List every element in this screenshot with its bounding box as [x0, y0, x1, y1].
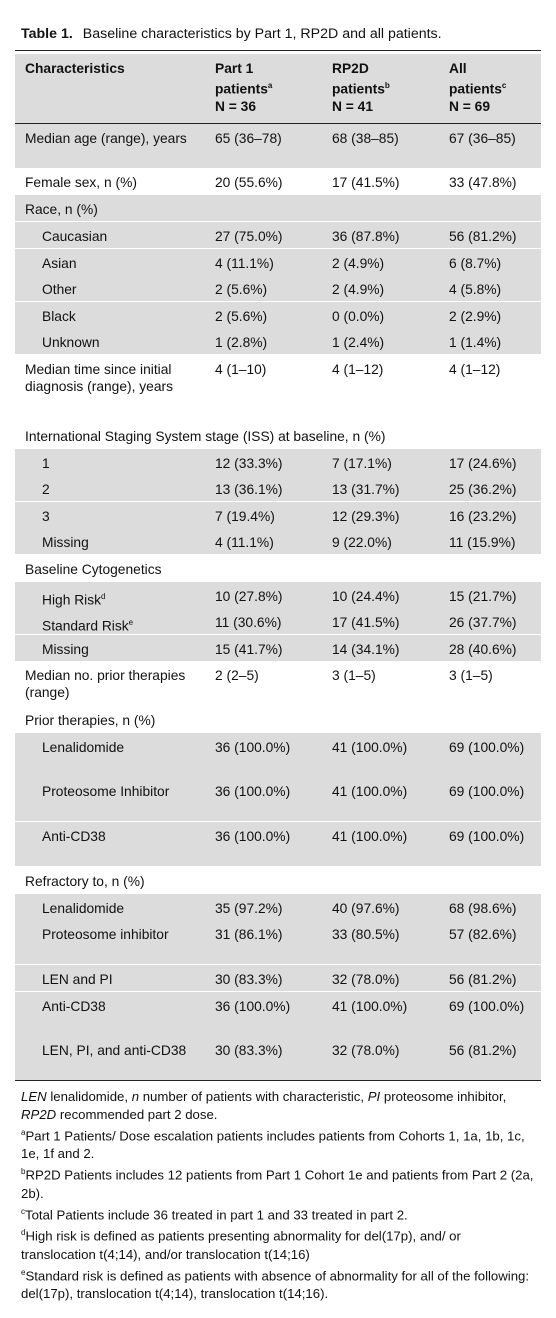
- all-value: 1 (1.4%): [449, 335, 502, 350]
- part1-value: 36 (100.0%): [215, 740, 291, 755]
- part1-value: 1 (2.8%): [215, 335, 268, 350]
- rp2d-value: 2 (4.9%): [332, 256, 385, 271]
- table-row: [15, 965, 541, 992]
- all-value: 56 (81.2%): [449, 972, 517, 987]
- part1-value: 30 (83.3%): [215, 1043, 283, 1058]
- table-row: [15, 449, 541, 476]
- table-row: [15, 422, 541, 449]
- header-all-line2: patients$^c$: [449, 81, 507, 97]
- all-value: 4 (1–12): [449, 362, 501, 377]
- rp2d-value: 17 (41.5%): [332, 175, 400, 190]
- part1-value: 30 (83.3%): [215, 972, 283, 987]
- footnote-b: $^b$RP2D Patients includes 12 patients from Part 1 Cohort 1e and patients from Part 2 (2a, 2b).: [21, 1167, 534, 1201]
- all-value: 15 (21.7%): [449, 589, 517, 604]
- header-all-line1: All: [449, 61, 467, 76]
- table-row: [15, 867, 541, 894]
- table-row: [15, 992, 541, 1037]
- table-row: [15, 822, 541, 867]
- all-value: 69 (100.0%): [449, 829, 525, 844]
- all-value: 57 (82.6%): [449, 927, 517, 942]
- table-row: [15, 502, 541, 529]
- footnote-abbreviations: LEN lenalidomide, n number of patients with characteristic, PI proteosome inhibitor, RP2D recommended part 2 dose.: [21, 1089, 507, 1122]
- top-rule: [15, 50, 541, 51]
- header-rp2d-line1: RP2D: [332, 61, 369, 76]
- table-row: [15, 608, 541, 635]
- rp2d-value: 41 (100.0%): [332, 999, 408, 1014]
- part1-value: 4 (1–10): [215, 362, 267, 377]
- table-row: [15, 555, 541, 582]
- rp2d-value: 4 (1–12): [332, 362, 384, 377]
- table-row: [15, 302, 541, 329]
- rp2d-value: 17 (41.5%): [332, 615, 400, 630]
- table-row: [15, 706, 541, 733]
- part1-value: 11 (30.6%): [215, 615, 282, 630]
- header-part1-n: N = 36: [215, 98, 257, 114]
- footnote-e: $^e$Standard risk is defined as patients with absence of abnormality for all of the following: del(17p), translocation t(4;14), translocation t(14;16).: [21, 1267, 530, 1301]
- all-value: 11 (15.9%): [449, 535, 516, 550]
- rp2d-value: 32 (78.0%): [332, 1043, 400, 1058]
- row-label: Standard Risk$^e$: [42, 618, 134, 634]
- row-label: Median no. prior therapies (range): [25, 668, 186, 700]
- part1-value: 2 (5.6%): [215, 282, 268, 297]
- all-value: 67 (36–85): [449, 131, 516, 146]
- all-value: 2 (2.9%): [449, 309, 502, 324]
- table-caption-label: Table 1.: [21, 26, 73, 42]
- table-row: [15, 661, 541, 706]
- rp2d-value: 0 (0.0%): [332, 309, 385, 324]
- row-label: Proteosome Inhibitor: [42, 784, 170, 799]
- table-row: [15, 528, 541, 555]
- row-label: Lenalidomide: [42, 901, 125, 916]
- all-value: 3 (1–5): [449, 668, 493, 683]
- table-row: [15, 195, 541, 222]
- row-label: Black: [42, 309, 76, 324]
- row-label: International Staging System stage (ISS) at baseline, n (%): [25, 429, 386, 444]
- row-label: Other: [42, 282, 77, 297]
- table-row: [15, 355, 541, 422]
- header-part1-line1: Part 1: [215, 61, 254, 76]
- footnote-c: $^c$Total Patients include 36 treated in part 1 and 33 treated in part 2.: [21, 1206, 408, 1223]
- header-characteristics: Characteristics: [25, 61, 125, 76]
- table-row: [15, 124, 541, 169]
- rp2d-value: 7 (17.1%): [332, 456, 392, 471]
- header-part1-line2: patients$^a$: [215, 81, 273, 97]
- footnote-d: $^d$High risk is defined as patients presenting abnormality for del(17p), and/ or translocation t(4;14), and/or translocation t(14;16): [21, 1228, 461, 1262]
- part1-value: 7 (19.4%): [215, 509, 275, 524]
- row-label: Missing: [42, 535, 89, 550]
- table-row: [15, 475, 541, 502]
- row-label: Missing: [42, 642, 89, 657]
- rp2d-value: 10 (24.4%): [332, 589, 400, 604]
- header-rp2d-line2: patients$^b$: [332, 81, 390, 97]
- table-row: [15, 777, 541, 822]
- rp2d-value: 3 (1–5): [332, 668, 376, 683]
- row-label: 1: [42, 456, 50, 471]
- table-row: [15, 249, 541, 276]
- rp2d-value: 32 (78.0%): [332, 972, 400, 987]
- rp2d-value: 2 (4.9%): [332, 282, 385, 297]
- all-value: 56 (81.2%): [449, 229, 517, 244]
- table-row: [15, 1036, 541, 1081]
- part1-value: 20 (55.6%): [215, 175, 283, 190]
- part1-value: 4 (11.1%): [215, 535, 274, 550]
- part1-value: 36 (100.0%): [215, 829, 291, 844]
- header-all-n: N = 69: [449, 98, 491, 114]
- rp2d-value: 14 (34.1%): [332, 642, 400, 657]
- all-value: 17 (24.6%): [449, 456, 517, 471]
- row-label: LEN, PI, and anti-CD38: [42, 1043, 187, 1058]
- table-row: [15, 894, 541, 921]
- row-label: Median age (range), years: [25, 131, 187, 146]
- table-header: [15, 54, 541, 123]
- row-label: High Risk$^d$: [42, 592, 106, 608]
- header-part1: [215, 60, 272, 115]
- part1-value: 13 (36.1%): [215, 482, 283, 497]
- part1-value: 12 (33.3%): [215, 456, 283, 471]
- part1-value: 36 (100.0%): [215, 999, 291, 1014]
- row-label: Proteosome inhibitor: [42, 927, 169, 942]
- rp2d-value: 13 (31.7%): [332, 482, 400, 497]
- rp2d-value: 41 (100.0%): [332, 740, 408, 755]
- table-row: [15, 168, 541, 195]
- row-label: 2: [42, 482, 50, 497]
- all-value: 6 (8.7%): [449, 256, 502, 271]
- table-row: [15, 328, 541, 355]
- row-label: Lenalidomide: [42, 740, 125, 755]
- all-value: 68 (98.6%): [449, 901, 517, 916]
- footnote-a: $^a$Part 1 Patients/ Dose escalation patients includes patients from Cohorts 1, 1a, 1b, 1c, 1e, 1f and 2.: [21, 1128, 525, 1162]
- row-label: Caucasian: [42, 229, 108, 244]
- all-value: 69 (100.0%): [449, 999, 525, 1014]
- table-row: [15, 733, 541, 778]
- row-label: Refractory to, n (%): [25, 874, 145, 889]
- all-value: 28 (40.6%): [449, 642, 517, 657]
- row-label: Anti-CD38: [42, 829, 106, 844]
- part1-value: 36 (100.0%): [215, 784, 291, 799]
- row-label: Asian: [42, 256, 77, 271]
- row-label: Anti-CD38: [42, 999, 106, 1014]
- row-label: Race, n (%): [25, 202, 98, 217]
- part1-value: 31 (86.1%): [215, 927, 283, 942]
- all-value: 26 (37.7%): [449, 615, 517, 630]
- header-all: [449, 60, 506, 115]
- part1-value: 2 (2–5): [215, 668, 259, 683]
- header-rp2d-n: N = 41: [332, 98, 374, 114]
- table-row: [15, 275, 541, 302]
- row-label: 3: [42, 509, 50, 524]
- all-value: 56 (81.2%): [449, 1043, 517, 1058]
- row-label: Median time since initial diagnosis (range), years: [25, 362, 174, 394]
- part1-value: 35 (97.2%): [215, 901, 283, 916]
- table-row: [15, 635, 541, 662]
- table-caption: [21, 26, 442, 42]
- row-label: Female sex, n (%): [25, 175, 137, 190]
- all-value: 33 (47.8%): [449, 175, 517, 190]
- rp2d-value: 41 (100.0%): [332, 829, 408, 844]
- table-row: [15, 222, 541, 249]
- rp2d-value: 40 (97.6%): [332, 901, 400, 916]
- part1-value: 65 (36–78): [215, 131, 282, 146]
- rp2d-value: 36 (87.8%): [332, 229, 400, 244]
- table-row: [15, 582, 541, 609]
- all-value: 16 (23.2%): [449, 509, 517, 524]
- rp2d-value: 9 (22.0%): [332, 535, 392, 550]
- part1-value: 2 (5.6%): [215, 309, 268, 324]
- rp2d-value: 41 (100.0%): [332, 784, 408, 799]
- part1-value: 27 (75.0%): [215, 229, 283, 244]
- all-value: 4 (5.8%): [449, 282, 502, 297]
- part1-value: 15 (41.7%): [215, 642, 283, 657]
- table-footnotes: [21, 1088, 539, 1303]
- table-row: [15, 920, 541, 965]
- all-value: 69 (100.0%): [449, 740, 525, 755]
- rp2d-value: 12 (29.3%): [332, 509, 400, 524]
- rp2d-value: 33 (80.5%): [332, 927, 400, 942]
- rp2d-value: 1 (2.4%): [332, 335, 385, 350]
- part1-value: 4 (11.1%): [215, 256, 274, 271]
- header-rp2d: [332, 60, 390, 115]
- part1-value: 10 (27.8%): [215, 589, 283, 604]
- rp2d-value: 68 (38–85): [332, 131, 399, 146]
- row-label: LEN and PI: [42, 972, 113, 987]
- row-label: Prior therapies, n (%): [25, 713, 156, 728]
- all-value: 25 (36.2%): [449, 482, 517, 497]
- row-label: Unknown: [42, 335, 100, 350]
- table-caption-text: Baseline characteristics by Part 1, RP2D and all patients.: [82, 26, 442, 42]
- all-value: 69 (100.0%): [449, 784, 525, 799]
- bottom-rule: [15, 1080, 541, 1081]
- row-label: Baseline Cytogenetics: [25, 562, 162, 577]
